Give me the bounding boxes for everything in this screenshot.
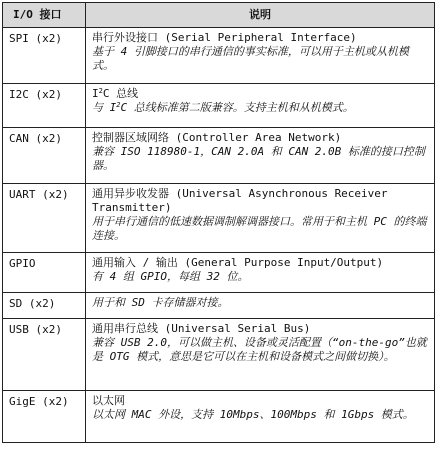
description-detail: 用于串行通信的低速数据调制解调器接口。常用于和主机 PC 的终端连接。 [92, 215, 427, 242]
description-title: 通用异步收发器 (Universal Asynchronous Receiver Transmitter) [92, 187, 388, 214]
detail-part: 与 I [92, 101, 117, 114]
description-title: 串行外设接口 (Serial Peripheral Interface) [92, 31, 357, 44]
interface-cell: I2C (x2) [3, 84, 86, 128]
interface-cell: GPIO [3, 253, 86, 293]
title-superscript: 2 [98, 87, 103, 95]
interface-cell: CAN (x2) [3, 128, 86, 184]
description-title: 通用输入 / 输出 (General Purpose Input/Output) [92, 256, 384, 269]
description-cell [86, 184, 435, 253]
table-row [3, 28, 435, 84]
description-cell [86, 84, 435, 128]
description-title: 控制器区域网络 (Controller Area Network) [92, 131, 342, 144]
header-description: 说明 [86, 3, 435, 28]
description-detail: 基于 4 引脚接口的串行通信的事实标准，可以用于主机或从机模式。 [92, 45, 409, 72]
description-detail: 兼容 ISO 118980-1，CAN 2.0A 和 CAN 2.0B 标准的接口控制器。 [92, 145, 425, 172]
interface-cell: UART (x2) [3, 184, 86, 253]
io-interface-table [2, 2, 435, 443]
interface-cell: USB (x2) [3, 319, 86, 391]
description-detail [92, 101, 428, 115]
table-row [3, 84, 435, 128]
description-title: 通用串行总线 (Universal Serial Bus) [92, 322, 311, 335]
table-row [3, 128, 435, 184]
table-header-row [3, 3, 435, 28]
description-cell [86, 253, 435, 293]
description-cell [86, 293, 435, 319]
table-row [3, 293, 435, 319]
description-detail: 兼容 USB 2.0，可以做主机、设备或灵活配置（“on-the-go”也就是 OTG 模式，意思是它可以在主机和设备模式之间做切换）。 [92, 336, 427, 363]
table-row [3, 184, 435, 253]
description-cell [86, 391, 435, 443]
interface-cell: SD (x2) [3, 293, 86, 319]
description-detail: 用于和 SD 卡存储器对接。 [92, 296, 229, 309]
detail-superscript: 2 [116, 101, 121, 109]
table-row [3, 253, 435, 293]
description-title: 以太网 [92, 394, 125, 407]
interface-cell: SPI (x2) [3, 28, 86, 84]
description-cell [86, 128, 435, 184]
description-cell [86, 28, 435, 84]
description-detail: 有 4 组 GPIO，每组 32 位。 [92, 270, 249, 283]
detail-part: C 总线标准第二版兼容。支持主机和从机模式。 [120, 101, 354, 114]
interface-cell: GigE (x2) [3, 391, 86, 443]
description-title [92, 87, 428, 101]
description-detail: 以太网 MAC 外设，支持 10Mbps、100Mbps 和 1Gbps 模式。 [92, 408, 414, 421]
title-part: I [92, 87, 99, 100]
description-cell [86, 319, 435, 391]
title-part: C 总线 [102, 87, 139, 100]
table-row [3, 391, 435, 443]
table-row [3, 319, 435, 391]
header-interface: I/O 接口 [3, 3, 86, 28]
